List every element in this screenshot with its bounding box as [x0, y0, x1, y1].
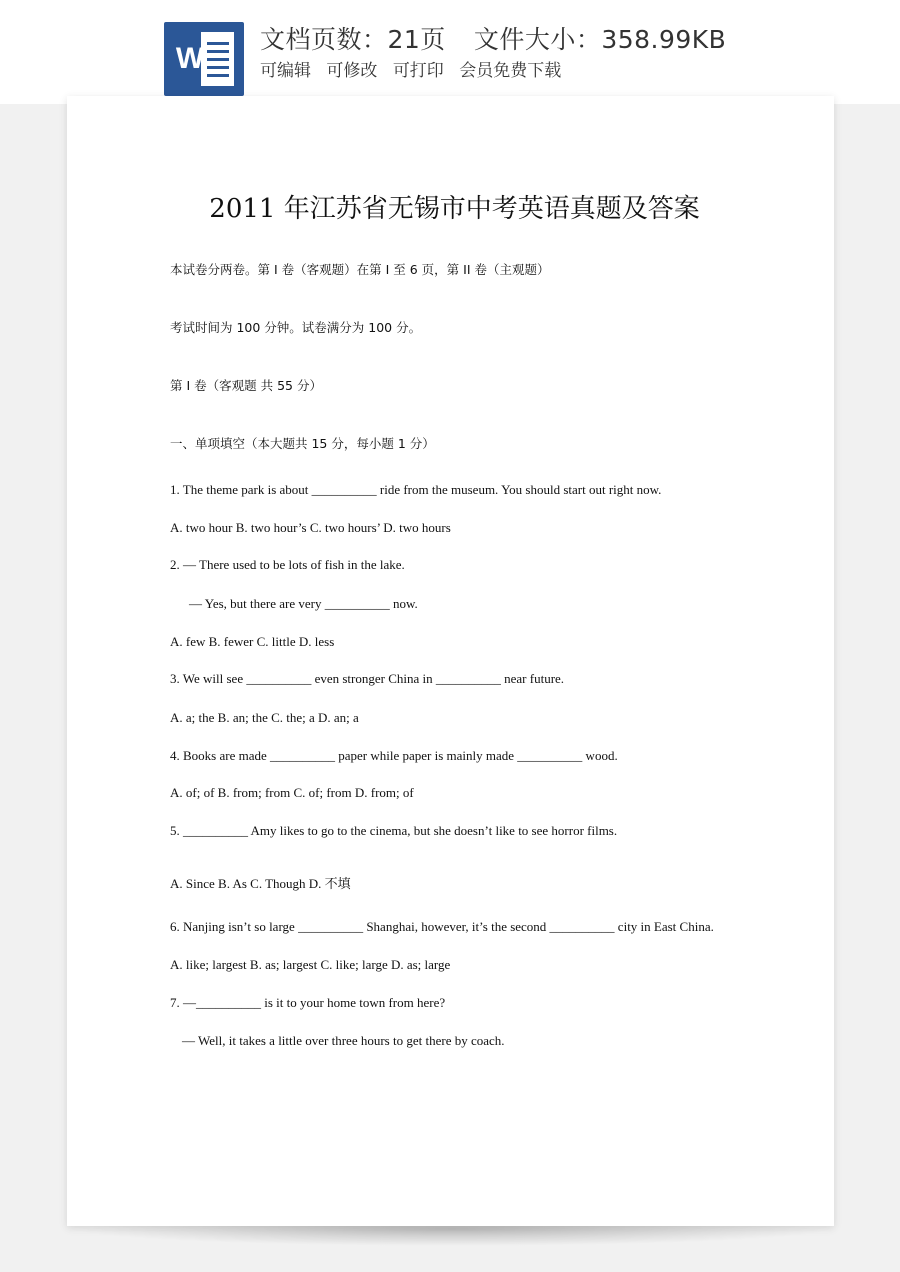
- document-page: [67, 96, 834, 1226]
- question-1-options: A. two hour B. two hour’s C. two hours’ D. two hours: [170, 520, 451, 535]
- question-2-options: A. few B. fewer C. little D. less: [170, 634, 335, 649]
- question-4: 4. Books are made __________ paper while paper is mainly made __________ wood.: [170, 748, 618, 763]
- file-info: [260, 20, 726, 56]
- exam-time-line: 考试时间为 100 分钟。试卷满分为 100 分。: [170, 320, 422, 335]
- question-5: 5. __________ Amy likes to go to the cinema, but she doesn’t like to see horror films.: [170, 823, 618, 838]
- feature-printable: 可打印: [392, 61, 444, 81]
- exam-intro-line: 本试卷分两卷。第 I 卷（客观题）在第 I 至 6 页，第 II 卷（主观题）: [170, 262, 550, 277]
- question-4-options: A. of; of B. from; from C. of; from D. from; of: [170, 785, 414, 800]
- question-6-options: A. like; largest B. as; largest C. like; large D. as; large: [170, 957, 451, 972]
- question-2-reply: — Yes, but there are very __________ now.: [189, 596, 418, 611]
- feature-member-free-download: 会员免费下载: [459, 61, 562, 81]
- feature-editable: 可编辑: [260, 61, 311, 81]
- feature-modifiable: 可修改: [326, 61, 378, 81]
- word-document-icon: [164, 22, 244, 96]
- feature-list: [260, 56, 571, 81]
- question-7-reply: — Well, it takes a little over three hours to get there by coach.: [182, 1033, 505, 1048]
- question-5-options: A. Since B. As C. Though D. 不填: [170, 876, 351, 891]
- question-3: 3. We will see __________ even stronger China in __________ near future.: [170, 671, 565, 686]
- download-banner: [0, 0, 900, 104]
- question-2: 2. — There used to be lots of fish in the lake.: [170, 557, 405, 572]
- question-7: 7. —__________ is it to your home town from here?: [170, 995, 446, 1010]
- part-heading: 一、单项填空（本大题共 15 分，每小题 1 分）: [170, 436, 435, 451]
- question-6: 6. Nanjing isn’t so large __________ Shanghai, however, it’s the second __________ city in East China.: [170, 919, 714, 934]
- page-count: 文档页数：21页: [260, 25, 446, 54]
- word-icon-letter: W: [175, 42, 205, 75]
- question-3-options: A. a; the B. an; the C. the; a D. an; a: [170, 710, 359, 725]
- document-title: 2011 年江苏省无锡市中考英语真题及答案: [209, 194, 700, 224]
- file-size: 文件大小：358.99KB: [473, 25, 727, 54]
- question-1: 1. The theme park is about __________ ride from the museum. You should start out right now.: [170, 482, 662, 497]
- section-heading: 第 I 卷（客观题 共 55 分）: [170, 378, 322, 393]
